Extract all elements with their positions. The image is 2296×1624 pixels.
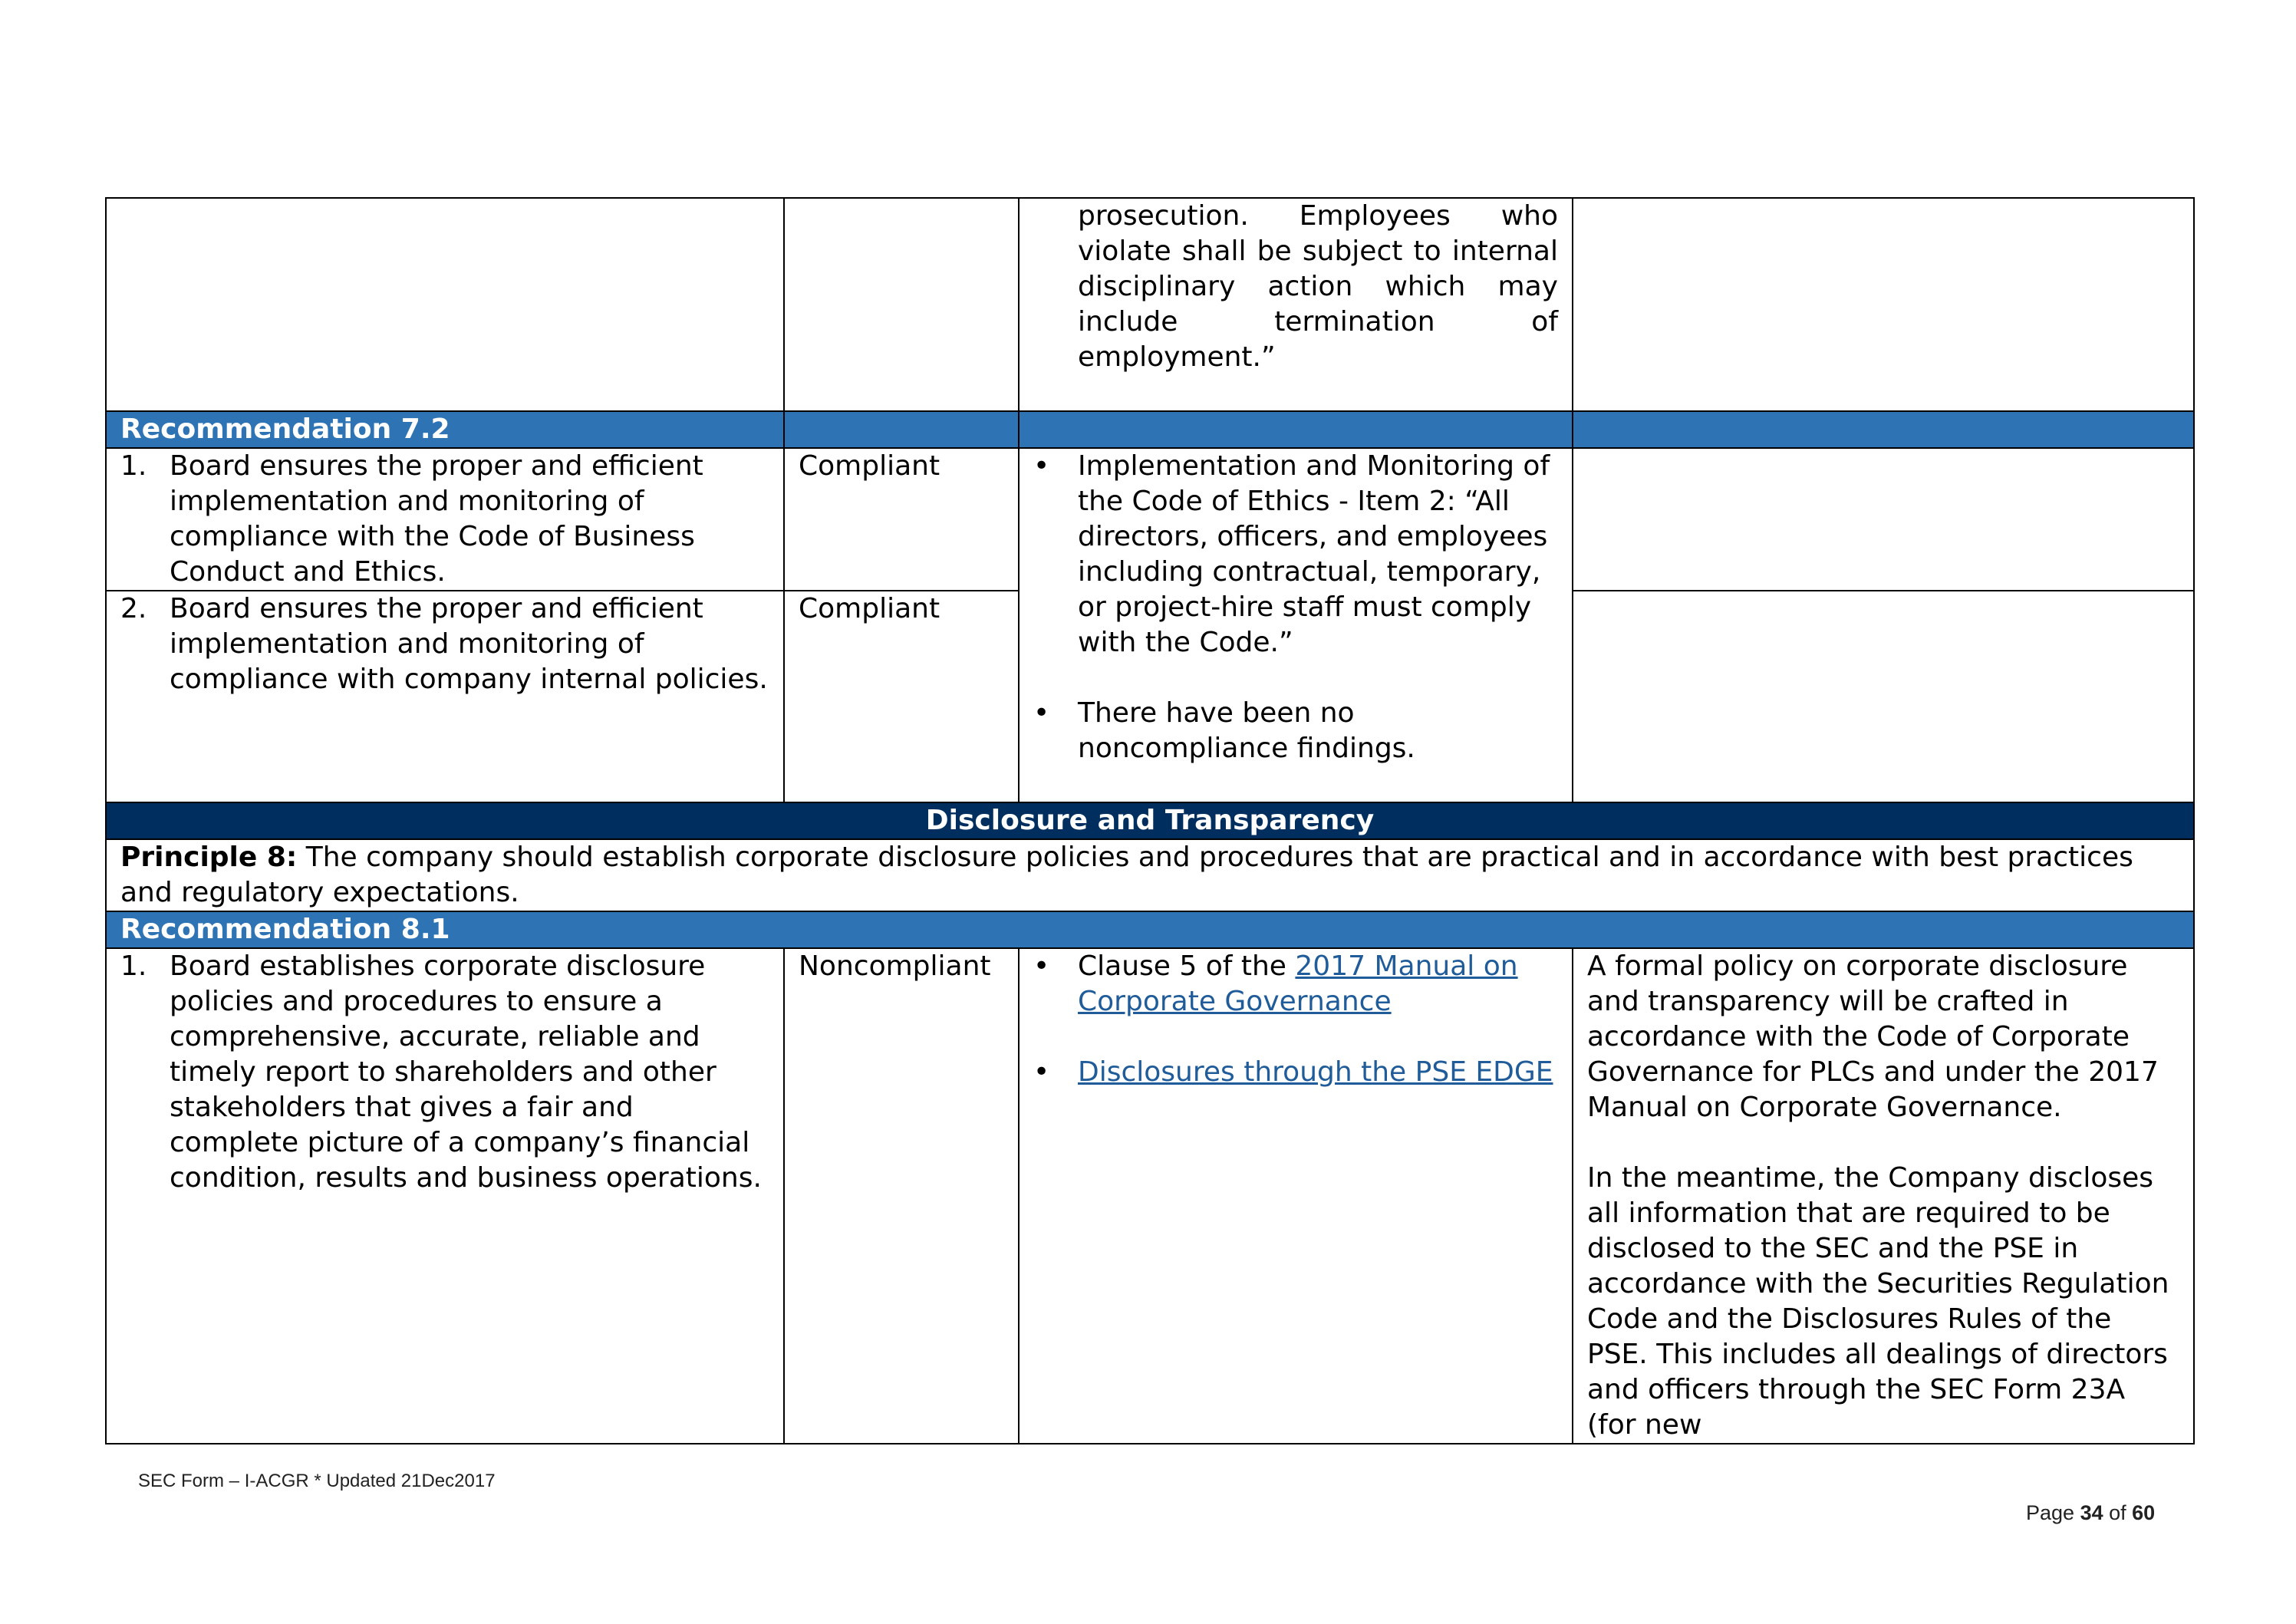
recommendation-7-2-item-1-row [106, 448, 2194, 591]
evidence-prefix: Clause 5 of the [1078, 950, 1296, 982]
compliance-status: Noncompliant [784, 948, 1019, 1444]
explanation-cell [1573, 448, 2194, 591]
page-number [2026, 1501, 2155, 1525]
item-number: 1. [120, 450, 147, 482]
continuation-cell-1 [106, 198, 784, 411]
recommendation-8-1-evidence [1019, 948, 1573, 1444]
item-text: Board establishes corporate disclosure policies and procedures to ensure a comprehensive, accurate, reliable and timely report to shareholders and other stakeholders that gives a fair and complete picture of a company’s financial condition, results and business operations. [170, 950, 762, 1194]
explanation-cell [1573, 591, 2194, 802]
explanation-paragraph: In the meantime, the Company discloses all information that are required to be disclosed to the SEC and the PSE in accordance with the Securities Regulation Code and the Disclosures Rules of the PSE. This includes all dealings of directors and officers through the SEC Form 23A (for new [1587, 1162, 2169, 1441]
rec-header-blank-2 [784, 411, 1019, 448]
recommendation-8-1-explanation [1573, 948, 2194, 1444]
compliance-status: Compliant [784, 448, 1019, 591]
principle-label: Principle 8: [120, 842, 298, 873]
item-number: 1. [120, 950, 147, 982]
manual-corporate-governance-link[interactable]: 2017 Manual on Corporate Governance [1078, 950, 1518, 1017]
explanation-paragraph: A formal policy on corporate disclosure and transparency will be crafted in accordance with the Code of Corporate Governance for PLCs and under the 2017 Manual on Corporate Governance. [1587, 950, 2159, 1123]
continuation-cell-2 [784, 198, 1019, 411]
recommendation-7-2-evidence [1019, 448, 1573, 802]
evidence-bullet [1033, 949, 1558, 1020]
recommendation-7-2-item-1 [106, 448, 784, 591]
recommendation-7-2-header-row [106, 411, 2194, 448]
compliance-status: Compliant [784, 591, 1019, 802]
principle-8-row [106, 839, 2194, 911]
evidence-bullet: • There have been no noncompliance findings. [1033, 696, 1558, 766]
evidence-bullet: • Implementation and Monitoring of the Code of Ethics - Item 2: “All directors, officers, and employees including contractual, temporary, or project-hire staff must comply with the Code.” [1033, 449, 1558, 660]
page-total: 60 [2132, 1501, 2156, 1524]
item-text: Board ensures the proper and efficient implementation and monitoring of compliance with company internal policies. [170, 593, 768, 695]
recommendation-8-1-header-row [106, 911, 2194, 948]
recommendation-8-1-item-1 [106, 948, 784, 1444]
item-text: Board ensures the proper and efficient implementation and monitoring of compliance with the Code of Business Conduct and Ethics. [170, 450, 703, 588]
recommendation-8-1-title: Recommendation 8.1 [106, 911, 2194, 948]
continuation-row [106, 198, 2194, 411]
rec-header-blank-3 [1019, 411, 1573, 448]
continuation-evidence-cell [1019, 198, 1573, 411]
continuation-cell-4 [1573, 198, 2194, 411]
recommendation-7-2-title: Recommendation 7.2 [106, 411, 784, 448]
principle-text: The company should establish corporate disclosure policies and procedures that are practical and in accordance with best practices and regulatory expectations. [120, 842, 2133, 908]
governance-report-table [105, 197, 2195, 1444]
continuation-text: prosecution. Employees who violate shall be subject to internal disciplinary action which may include termination of employment.” [1078, 200, 1558, 373]
section-header-row [106, 802, 2194, 839]
evidence-bullet [1033, 1055, 1558, 1090]
recommendation-8-1-item-1-row [106, 948, 2194, 1444]
section-title: Disclosure and Transparency [106, 802, 2194, 839]
pse-edge-disclosures-link[interactable]: Disclosures through the PSE EDGE [1078, 1056, 1553, 1088]
page-label: Page [2026, 1501, 2080, 1524]
principle-8-cell [106, 839, 2194, 911]
page-current: 34 [2080, 1501, 2103, 1524]
rec-header-blank-4 [1573, 411, 2194, 448]
item-number: 2. [120, 593, 147, 624]
footer-form-label: SEC Form – I-ACGR * Updated 21Dec2017 [138, 1471, 496, 1491]
recommendation-7-2-item-2 [106, 591, 784, 802]
page-of: of [2103, 1501, 2133, 1524]
